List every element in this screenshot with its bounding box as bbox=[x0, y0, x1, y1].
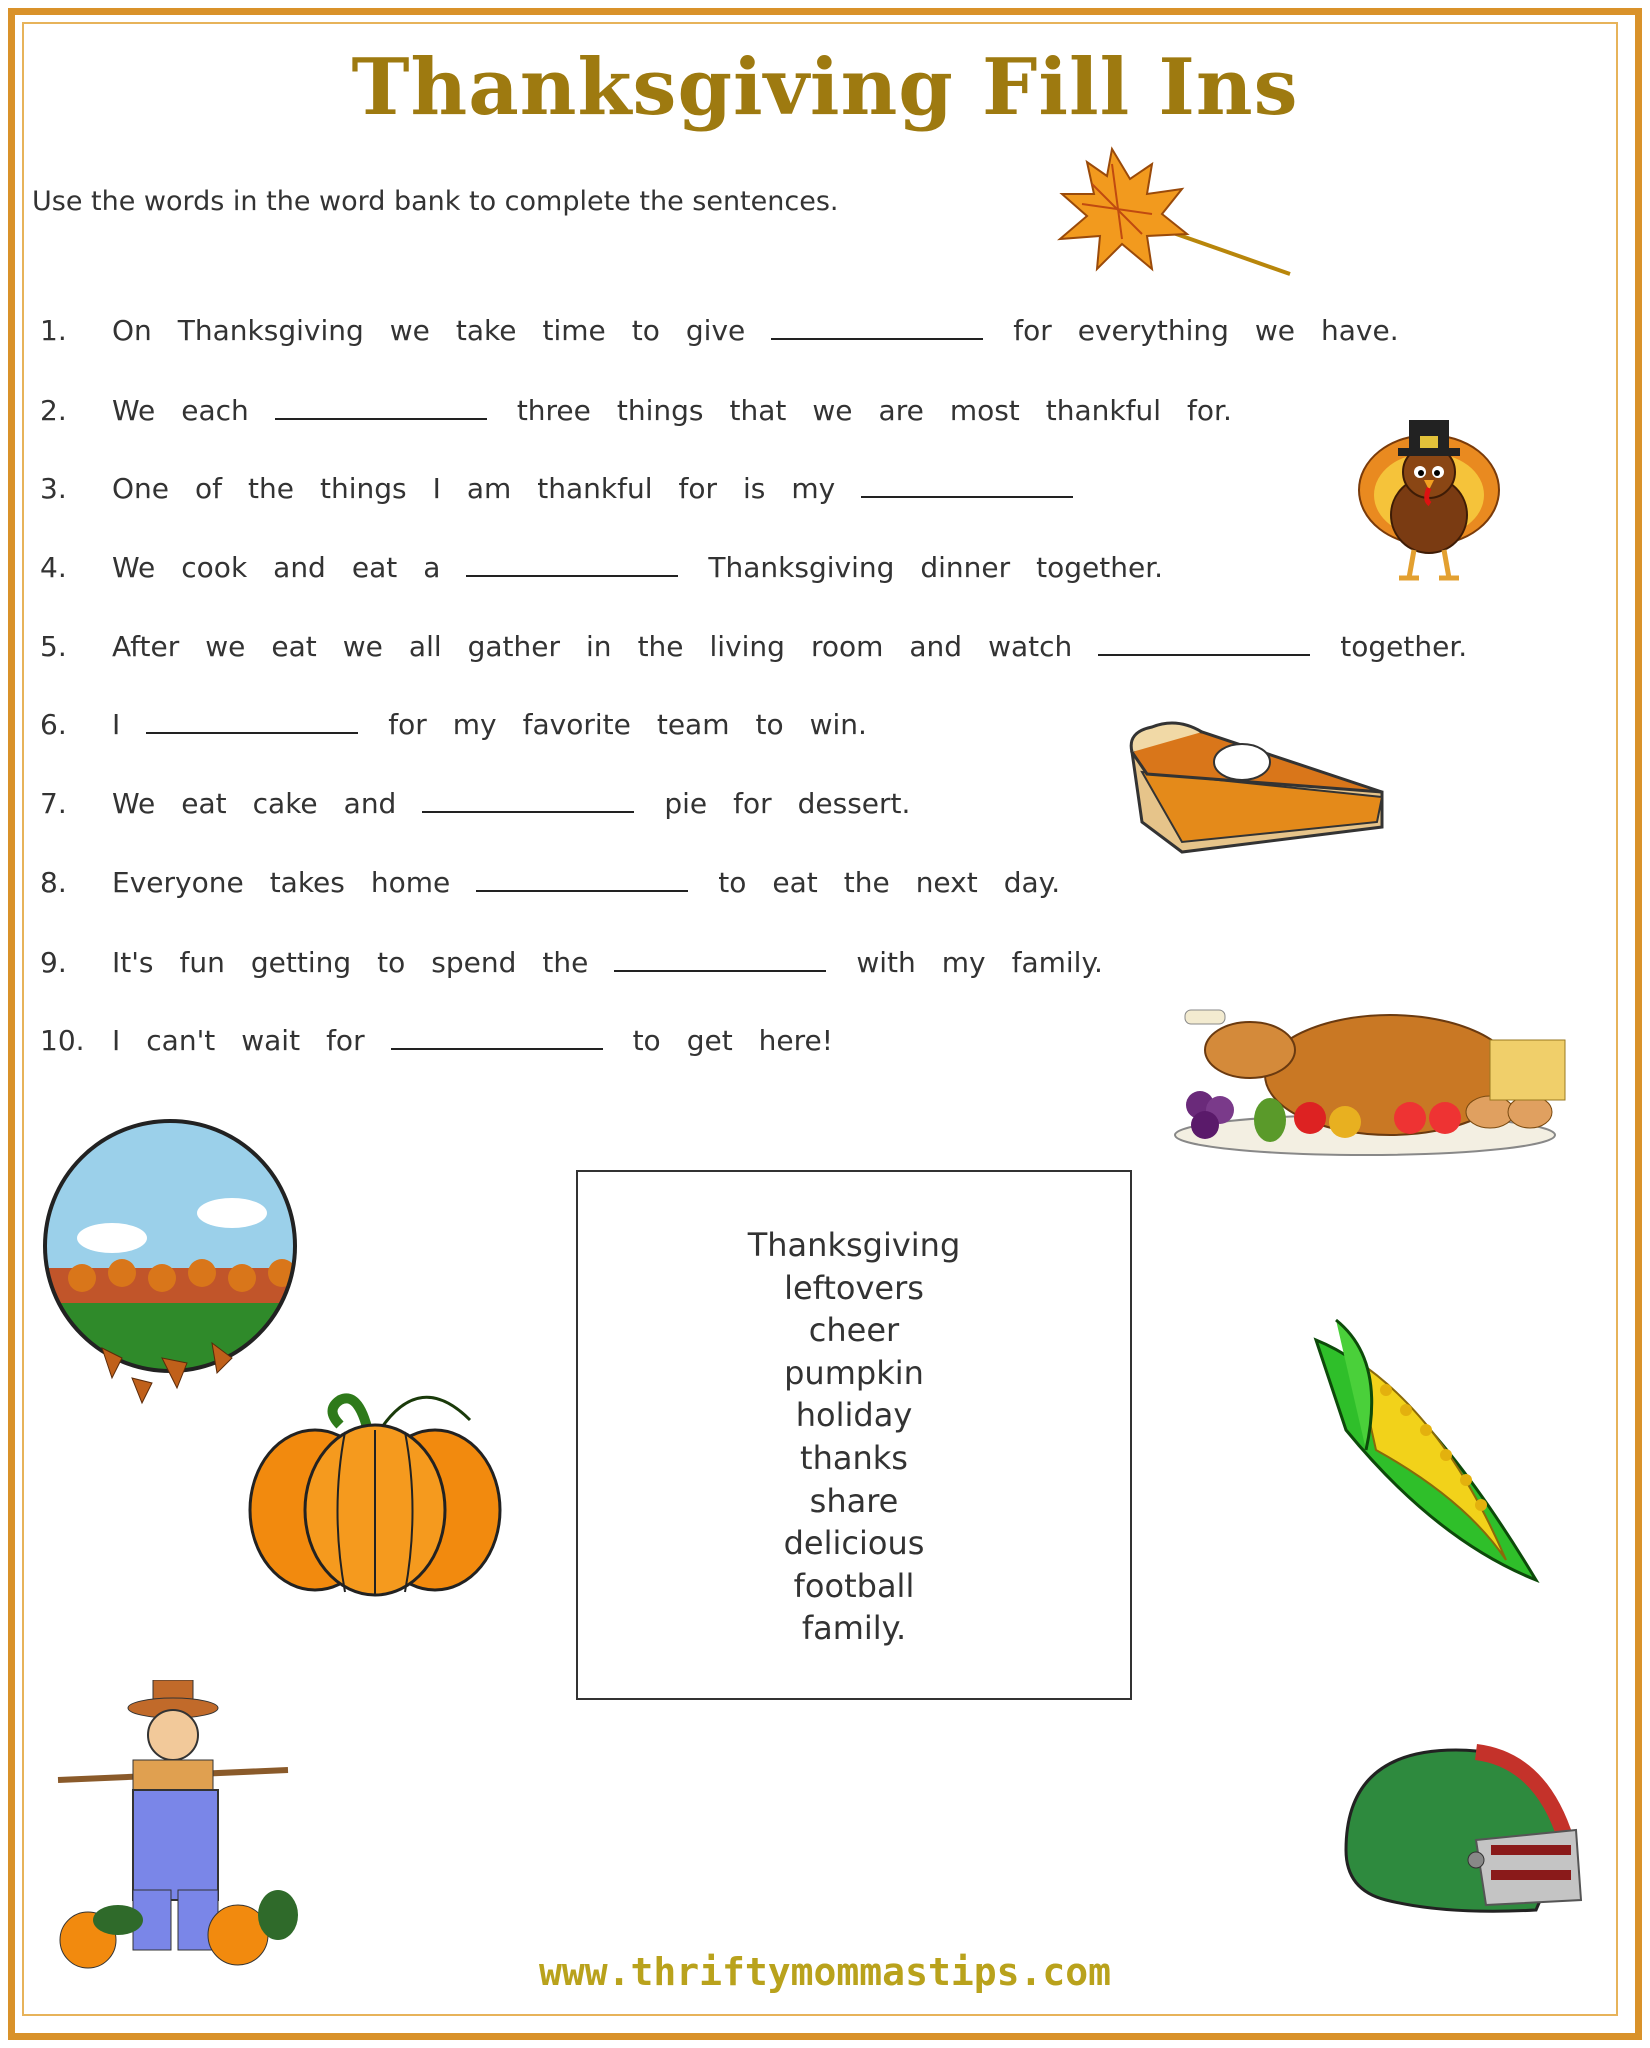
word-bank bbox=[576, 1170, 1132, 1700]
question-word: wait bbox=[241, 1024, 301, 1057]
question-word: Thanksgiving bbox=[708, 551, 895, 584]
question-number: 3. bbox=[40, 472, 67, 505]
question-number: 4. bbox=[40, 551, 67, 584]
question-9 bbox=[40, 944, 1129, 979]
footer-url: www.thriftymommastips.com bbox=[539, 1950, 1111, 1994]
question-word: my bbox=[941, 946, 986, 979]
question-number: 7. bbox=[40, 787, 67, 820]
question-word: the bbox=[248, 472, 294, 505]
question-word: the bbox=[843, 866, 890, 899]
answer-blank[interactable] bbox=[861, 470, 1073, 498]
word-bank-item: thanks bbox=[800, 1438, 908, 1477]
question-word: Everyone bbox=[112, 866, 244, 899]
question-word: thankful bbox=[537, 472, 653, 505]
answer-blank[interactable] bbox=[422, 785, 634, 813]
question-word: take bbox=[455, 314, 517, 347]
instructions: Use the words in the word bank to complete the sentences. bbox=[32, 186, 839, 217]
question-word: we bbox=[205, 630, 246, 663]
question-word: We bbox=[112, 551, 156, 584]
question-word: I bbox=[112, 1024, 121, 1057]
word-bank-item: cheer bbox=[808, 1311, 900, 1350]
question-word: gather bbox=[467, 630, 561, 663]
question-word: home bbox=[370, 866, 451, 899]
answer-blank[interactable] bbox=[1098, 628, 1310, 656]
question-word: to bbox=[632, 1024, 661, 1057]
question-word: favorite bbox=[522, 708, 631, 741]
question-word: and bbox=[343, 787, 397, 820]
question-word: for bbox=[388, 708, 427, 741]
question-word: eat bbox=[181, 787, 227, 820]
question-4 bbox=[40, 549, 1189, 584]
turkey-pilgrim-icon bbox=[1354, 400, 1504, 590]
question-word: for bbox=[678, 472, 718, 505]
question-word: things bbox=[319, 472, 407, 505]
question-10 bbox=[40, 1022, 859, 1057]
question-word: here! bbox=[758, 1024, 833, 1057]
maple-leaf-icon bbox=[1052, 144, 1292, 284]
word-bank-item: leftovers bbox=[784, 1268, 924, 1307]
question-word: spend bbox=[431, 946, 517, 979]
question-word: can't bbox=[146, 1024, 216, 1057]
question-word: together. bbox=[1340, 630, 1468, 663]
question-number: 10. bbox=[40, 1024, 85, 1057]
answer-blank[interactable] bbox=[466, 549, 678, 577]
football-helmet-icon bbox=[1326, 1740, 1586, 1930]
question-word: most bbox=[949, 394, 1020, 427]
question-word: the bbox=[637, 630, 684, 663]
question-2 bbox=[40, 392, 1258, 427]
autumn-scene-icon bbox=[42, 1118, 302, 1408]
question-word: of bbox=[195, 472, 223, 505]
question-number: 6. bbox=[40, 708, 67, 741]
pumpkin-icon bbox=[240, 1370, 510, 1600]
question-number: 8. bbox=[40, 866, 67, 899]
question-5 bbox=[40, 628, 1493, 663]
question-word: things bbox=[616, 394, 704, 427]
question-1 bbox=[40, 312, 1425, 347]
answer-blank[interactable] bbox=[614, 944, 826, 972]
question-word: all bbox=[408, 630, 442, 663]
question-word: day. bbox=[1003, 866, 1061, 899]
question-6 bbox=[40, 706, 893, 741]
scarecrow-icon bbox=[48, 1680, 308, 1980]
question-word: room bbox=[810, 630, 884, 663]
question-3 bbox=[40, 470, 1103, 505]
question-word: takes bbox=[269, 866, 345, 899]
question-word: for bbox=[326, 1024, 365, 1057]
question-word: in bbox=[586, 630, 612, 663]
question-word: We bbox=[112, 787, 156, 820]
question-word: am bbox=[466, 472, 512, 505]
question-word: pie bbox=[664, 787, 708, 820]
word-bank-item: family. bbox=[801, 1609, 907, 1648]
word-bank-item: pumpkin bbox=[784, 1353, 924, 1392]
question-word: I bbox=[112, 708, 121, 741]
question-number: 9. bbox=[40, 946, 67, 979]
question-word: living bbox=[709, 630, 785, 663]
question-word: we bbox=[389, 314, 430, 347]
question-word: the bbox=[542, 946, 589, 979]
question-word: watch bbox=[988, 630, 1073, 663]
word-bank-item: Thanksgiving bbox=[747, 1226, 961, 1264]
question-word: to bbox=[377, 946, 406, 979]
question-word: and bbox=[909, 630, 963, 663]
answer-blank[interactable] bbox=[146, 706, 358, 734]
question-7 bbox=[40, 785, 936, 820]
question-word: to bbox=[631, 314, 660, 347]
word-bank-item: holiday bbox=[795, 1396, 913, 1435]
question-word: Thanksgiving bbox=[177, 314, 364, 347]
question-word: three bbox=[516, 394, 591, 427]
page-title: Thanksgiving Fill Ins bbox=[351, 42, 1299, 133]
question-word: fun bbox=[179, 946, 225, 979]
question-word: win. bbox=[809, 708, 867, 741]
question-number: 2. bbox=[40, 394, 67, 427]
question-word: a bbox=[423, 551, 441, 584]
word-bank-item: delicious bbox=[783, 1524, 925, 1563]
question-word: After bbox=[112, 630, 180, 663]
question-word: my bbox=[452, 708, 497, 741]
question-8 bbox=[40, 864, 1086, 899]
question-number: 1. bbox=[40, 314, 67, 347]
question-word: I bbox=[432, 472, 441, 505]
question-word: is bbox=[743, 472, 766, 505]
question-word: get bbox=[686, 1024, 733, 1057]
question-word: we bbox=[812, 394, 853, 427]
question-word: together. bbox=[1036, 551, 1164, 584]
question-number: 5. bbox=[40, 630, 67, 663]
question-word: cook bbox=[181, 551, 248, 584]
question-word: family. bbox=[1011, 946, 1103, 979]
question-word: we bbox=[342, 630, 383, 663]
question-word: and bbox=[273, 551, 326, 584]
question-word: for bbox=[1013, 314, 1052, 347]
answer-blank[interactable] bbox=[391, 1022, 603, 1050]
question-word: have. bbox=[1321, 314, 1399, 347]
question-word: One bbox=[112, 472, 170, 505]
question-word: next bbox=[915, 866, 978, 899]
question-word: everything bbox=[1077, 314, 1229, 347]
question-word: give bbox=[685, 314, 746, 347]
question-word: getting bbox=[250, 946, 352, 979]
question-word: to bbox=[718, 866, 747, 899]
question-word: eat bbox=[351, 551, 398, 584]
question-word: We bbox=[112, 394, 156, 427]
answer-blank[interactable] bbox=[476, 864, 688, 892]
question-word: thankful bbox=[1045, 394, 1162, 427]
question-word: we bbox=[1254, 314, 1296, 347]
question-word: eat bbox=[772, 866, 818, 899]
question-word: On bbox=[112, 314, 152, 347]
question-word: that bbox=[729, 394, 787, 427]
question-word: each bbox=[181, 394, 249, 427]
question-word: to bbox=[755, 708, 784, 741]
question-word: with bbox=[856, 946, 916, 979]
question-word: time bbox=[542, 314, 606, 347]
word-bank-item: share bbox=[809, 1481, 899, 1520]
question-word: It's bbox=[112, 946, 154, 979]
answer-blank[interactable] bbox=[275, 392, 487, 420]
question-word: for. bbox=[1187, 394, 1232, 427]
question-word: are bbox=[878, 394, 924, 427]
question-word: team bbox=[656, 708, 730, 741]
question-word: cake bbox=[252, 787, 318, 820]
question-word: dessert. bbox=[797, 787, 911, 820]
turkey-dinner-icon bbox=[1160, 1000, 1580, 1160]
corn-icon bbox=[1296, 1300, 1556, 1590]
word-bank-item: football bbox=[793, 1566, 915, 1605]
answer-blank[interactable] bbox=[771, 312, 983, 340]
pumpkin-pie-icon bbox=[1122, 712, 1392, 862]
question-word: for bbox=[733, 787, 772, 820]
question-word: dinner bbox=[920, 551, 1011, 584]
question-word: eat bbox=[271, 630, 317, 663]
question-word: my bbox=[791, 472, 836, 505]
